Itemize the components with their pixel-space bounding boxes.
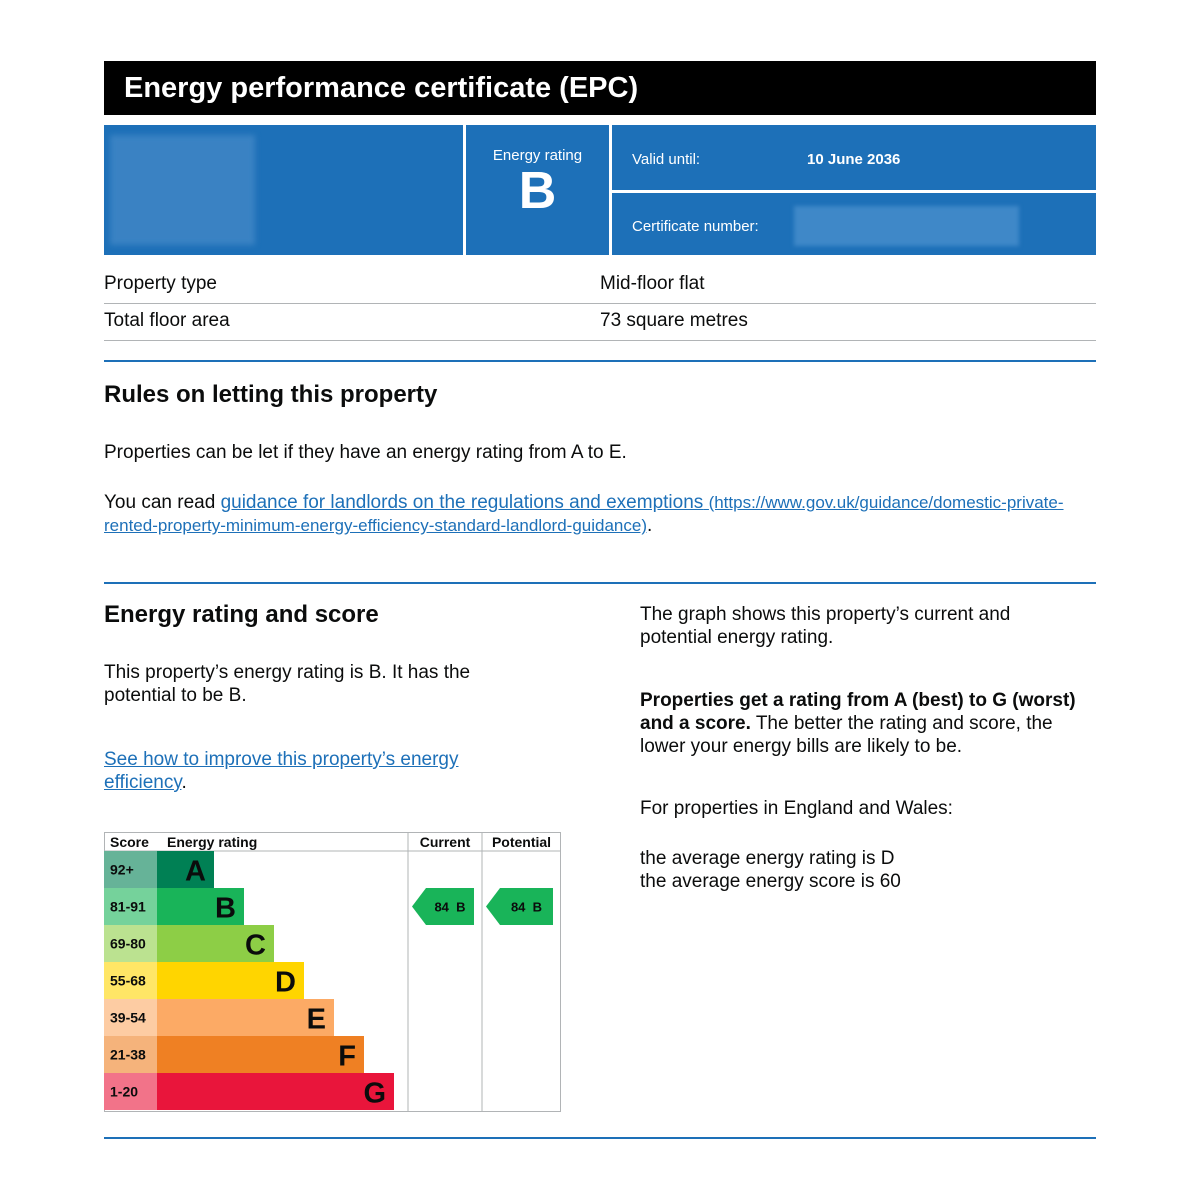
valid-until-label: Valid until: [632,151,701,168]
rating-paragraph: This property’s energy rating is B. It has the potential to be B. [104,662,471,706]
energy-rating-label: Energy rating [492,147,583,164]
band-letter: B [215,892,236,925]
band-score-range: 1-20 [110,1083,139,1100]
address-panel [104,125,463,255]
guidance-prefix: You can read [104,492,221,513]
band-letter: E [306,1003,326,1036]
chart-header-potential: Potential [491,834,552,850]
rating-scale-rest: The better the rating and score, the lower your energy bills are likely to be. [640,713,1053,757]
band-score-range: 55-68 [110,972,146,989]
letting-guidance-paragraph [104,491,1064,537]
redacted-address [110,135,255,245]
section-divider [104,582,1096,584]
rating-heading: Energy rating and score [104,601,379,628]
improve-suffix: . [181,772,187,793]
summary-value: 73 square metres [600,310,748,331]
improve-efficiency-link[interactable]: See how to improve this property’s energy efficiency [104,749,459,793]
energy-rating-value: B [518,162,557,220]
redacted-certificate-number [794,206,1019,246]
summary-key: Property type [104,273,217,294]
energy-rating-chart [104,832,561,1112]
letting-paragraph: Properties can be let if they have an energy rating from A to E. [104,442,627,463]
band-score-range: 39-54 [110,1009,146,1026]
improve-paragraph [104,748,504,794]
valid-until-panel [612,125,1096,190]
letting-heading: Rules on letting this property [104,381,438,408]
band-bar [157,1036,364,1073]
title-bar [104,61,1096,115]
band-bar [157,1073,394,1110]
band-score-range: 21-38 [110,1046,146,1063]
summary-row-floor-area [104,304,1096,341]
section-divider [104,360,1096,362]
band-letter: D [275,966,296,999]
band-score-range: 81-91 [110,898,146,915]
summary-key: Total floor area [104,310,230,331]
band-letter: F [338,1040,356,1073]
certificate-number-panel [612,193,1096,255]
valid-until-value: 10 June 2036 [807,151,901,168]
landlord-guidance-link[interactable]: guidance for landlords on the regulations and exemptions (https://www.gov.uk/guidance/domestic-private-rented-property-minimum-energy-efficiency-standard-landlord-guidance) [104,492,1064,535]
average-rating: the average energy rating is D [640,848,895,869]
summary-value: Mid-floor flat [600,273,705,294]
chart-header-rating: Energy rating [167,834,258,850]
chart-header-current: Current [419,834,471,850]
england-wales-label: For properties in England and Wales: [640,798,953,819]
band-score-range: 69-80 [110,935,146,952]
landlord-guidance-url: (https://www.gov.uk/guidance/domestic-private-rented-property-minimum-energy-efficiency-standard-landlord-guidance) [104,493,1064,535]
potential-rating-marker-label: 84 B [510,899,543,915]
summary-row-property-type [104,267,1096,304]
page-title: Energy performance certificate (EPC) [124,72,639,104]
band-letter: G [363,1077,386,1110]
band-letter: C [245,929,266,962]
guidance-suffix: . [647,515,653,536]
current-rating-marker-label: 84 B [434,899,466,915]
energy-rating-panel [466,125,609,255]
chart-bands [104,851,394,1110]
band-letter: A [185,855,206,888]
graph-explanation: The graph shows this property’s current and potential energy rating. [640,604,1011,648]
average-score: the average energy score is 60 [640,871,901,892]
chart-header-score: Score [110,834,149,850]
rating-scale-explanation [640,689,1096,758]
section-divider [104,1137,1096,1139]
band-score-range: 92+ [110,861,134,878]
rating-scale-bold: Properties get a rating from A (best) to G (worst) and a score. [640,690,1076,734]
certificate-number-label: Certificate number: [632,218,759,235]
